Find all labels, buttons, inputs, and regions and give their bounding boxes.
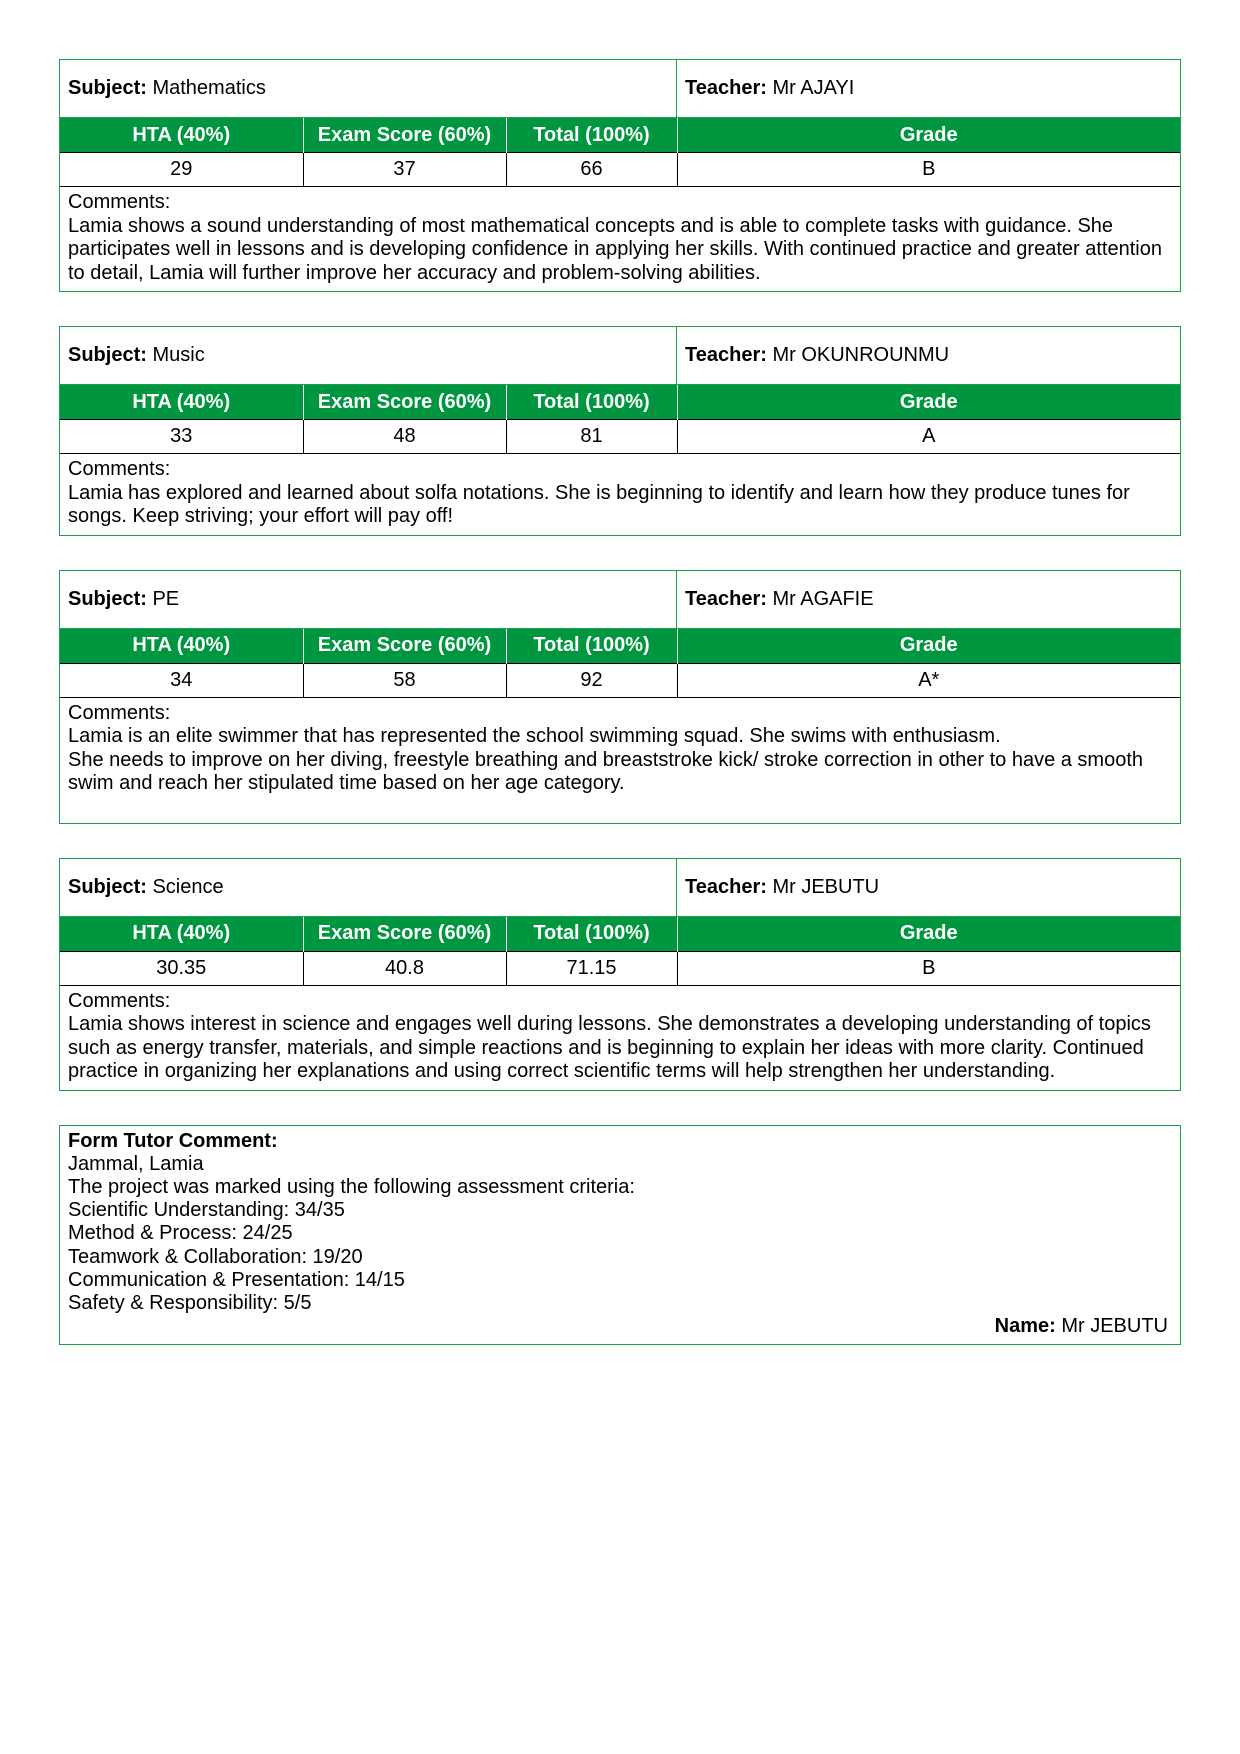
exam-value: 48 bbox=[303, 420, 506, 454]
comment-line: She needs to improve on her diving, freestyle breathing and breaststroke kick/ stroke correction in other to have a smooth swim and reach her stipulated time based on her age category. bbox=[68, 748, 1144, 794]
subject-label: Subject: bbox=[68, 344, 147, 366]
grade-value: A bbox=[677, 420, 1180, 454]
hta-value: 34 bbox=[60, 663, 303, 697]
form-tutor-line: Method & Process: 24/25 bbox=[68, 1222, 293, 1245]
subject-label: Subject: bbox=[68, 587, 147, 610]
teacher-cell bbox=[677, 859, 1180, 916]
teacher-name: Mr OKUNROUNMU bbox=[772, 344, 950, 366]
subject-header bbox=[60, 327, 1180, 385]
grade-value: B bbox=[677, 951, 1180, 985]
subject-name: Music bbox=[152, 344, 205, 366]
exam-value: 58 bbox=[303, 663, 506, 697]
score-table bbox=[60, 385, 1180, 454]
exam-header: Exam Score (60%) bbox=[303, 629, 506, 664]
teacher-label: Teacher: bbox=[685, 77, 767, 99]
subject-name: Science bbox=[152, 875, 224, 898]
total-value: 66 bbox=[506, 153, 677, 187]
subject-block-music bbox=[59, 326, 1181, 536]
teacher-name: Mr JEBUTU bbox=[772, 875, 880, 898]
hta-header: HTA (40%) bbox=[60, 629, 303, 664]
subject-header bbox=[60, 571, 1180, 629]
score-header-row bbox=[60, 629, 1180, 664]
total-value: 71.15 bbox=[506, 951, 677, 985]
report-page bbox=[59, 59, 1181, 1345]
exam-header: Exam Score (60%) bbox=[303, 917, 506, 952]
total-header: Total (100%) bbox=[506, 629, 677, 664]
comments-section bbox=[60, 986, 1180, 1090]
comment-text: Lamia has explored and learned about solfa notations. She is beginning to identify and learn how they produce tunes for songs. Keep striving; your effort will pay off! bbox=[68, 481, 1130, 527]
subject-cell bbox=[60, 571, 677, 628]
subject-label: Subject: bbox=[68, 77, 147, 99]
score-value-row bbox=[60, 420, 1180, 454]
tutor-signature bbox=[68, 1315, 1168, 1338]
comments-section bbox=[60, 454, 1180, 535]
comments-label: Comments: bbox=[68, 458, 171, 480]
exam-header: Exam Score (60%) bbox=[303, 385, 506, 420]
subject-header bbox=[60, 859, 1180, 917]
form-tutor-title: Form Tutor Comment: bbox=[68, 1129, 278, 1152]
subject-cell bbox=[60, 60, 677, 117]
score-value-row bbox=[60, 153, 1180, 187]
total-value: 81 bbox=[506, 420, 677, 454]
total-header: Total (100%) bbox=[506, 917, 677, 952]
grade-header: Grade bbox=[677, 629, 1180, 664]
hta-value: 30.35 bbox=[60, 951, 303, 985]
teacher-name: Mr AJAYI bbox=[772, 77, 855, 99]
hta-value: 33 bbox=[60, 420, 303, 454]
subject-block-mathematics bbox=[59, 59, 1181, 292]
score-header-row bbox=[60, 118, 1180, 153]
comment-line: Lamia is an elite swimmer that has represented the school swimming squad. She swims with enthusiasm. bbox=[68, 725, 1001, 747]
comments-label: Comments: bbox=[68, 701, 171, 724]
tutor-name-label: Name: bbox=[994, 1315, 1056, 1338]
score-table bbox=[60, 629, 1180, 698]
form-tutor-line: Teamwork & Collaboration: 19/20 bbox=[68, 1245, 363, 1268]
form-tutor-line: Scientific Understanding: 34/35 bbox=[68, 1199, 345, 1222]
form-tutor-block bbox=[59, 1125, 1181, 1346]
hta-header: HTA (40%) bbox=[60, 917, 303, 952]
grade-header: Grade bbox=[677, 385, 1180, 420]
exam-value: 37 bbox=[303, 153, 506, 187]
teacher-label: Teacher: bbox=[685, 587, 767, 610]
hta-header: HTA (40%) bbox=[60, 118, 303, 153]
comment-text: Lamia shows interest in science and engages well during lessons. She demonstrates a developing understanding of topics such as energy transfer, materials, and simple reactions and is beginning to explain her ideas with more clarity. Continued practice in organizing her explanations and using correct scientific terms will help strengthen her understanding. bbox=[68, 1013, 1151, 1082]
comments-label: Comments: bbox=[68, 191, 171, 213]
form-tutor-line: The project was marked using the following assessment criteria: bbox=[68, 1175, 635, 1198]
exam-value: 40.8 bbox=[303, 951, 506, 985]
grade-header: Grade bbox=[677, 118, 1180, 153]
score-value-row bbox=[60, 951, 1180, 985]
comment-text: Lamia shows a sound understanding of most mathematical concepts and is able to complete tasks with guidance. She participates well in lessons and is developing confidence in applying her skills. With continued practice and greater attention to detail, Lamia will further improve her accuracy and problem-solving abilities. bbox=[68, 214, 1162, 284]
form-tutor-line: Jammal, Lamia bbox=[68, 1152, 204, 1175]
hta-value: 29 bbox=[60, 153, 303, 187]
score-header-row bbox=[60, 917, 1180, 952]
comments-section bbox=[60, 698, 1180, 823]
total-header: Total (100%) bbox=[506, 118, 677, 153]
score-header-row bbox=[60, 385, 1180, 420]
grade-value: A* bbox=[677, 663, 1180, 697]
score-value-row bbox=[60, 663, 1180, 697]
hta-header: HTA (40%) bbox=[60, 385, 303, 420]
teacher-label: Teacher: bbox=[685, 344, 767, 366]
teacher-cell bbox=[677, 60, 1180, 117]
form-tutor-line: Safety & Responsibility: 5/5 bbox=[68, 1291, 312, 1314]
exam-header: Exam Score (60%) bbox=[303, 118, 506, 153]
score-table bbox=[60, 917, 1180, 986]
subject-block-science bbox=[59, 858, 1181, 1091]
teacher-label: Teacher: bbox=[685, 875, 767, 898]
total-value: 92 bbox=[506, 663, 677, 697]
subject-name: Mathematics bbox=[152, 77, 266, 99]
subject-header bbox=[60, 60, 1180, 118]
total-header: Total (100%) bbox=[506, 385, 677, 420]
form-tutor-line: Communication & Presentation: 14/15 bbox=[68, 1268, 405, 1291]
score-table bbox=[60, 118, 1180, 187]
grade-value: B bbox=[677, 153, 1180, 187]
subject-cell bbox=[60, 327, 677, 384]
teacher-name: Mr AGAFIE bbox=[772, 587, 874, 610]
comments-section bbox=[60, 187, 1180, 291]
teacher-cell bbox=[677, 327, 1180, 384]
tutor-name: Mr JEBUTU bbox=[1061, 1315, 1168, 1338]
teacher-cell bbox=[677, 571, 1180, 628]
subject-block-pe bbox=[59, 570, 1181, 824]
subject-cell bbox=[60, 859, 677, 916]
comments-label: Comments: bbox=[68, 989, 171, 1012]
subject-name: PE bbox=[152, 587, 180, 610]
grade-header: Grade bbox=[677, 917, 1180, 952]
subject-label: Subject: bbox=[68, 875, 147, 898]
